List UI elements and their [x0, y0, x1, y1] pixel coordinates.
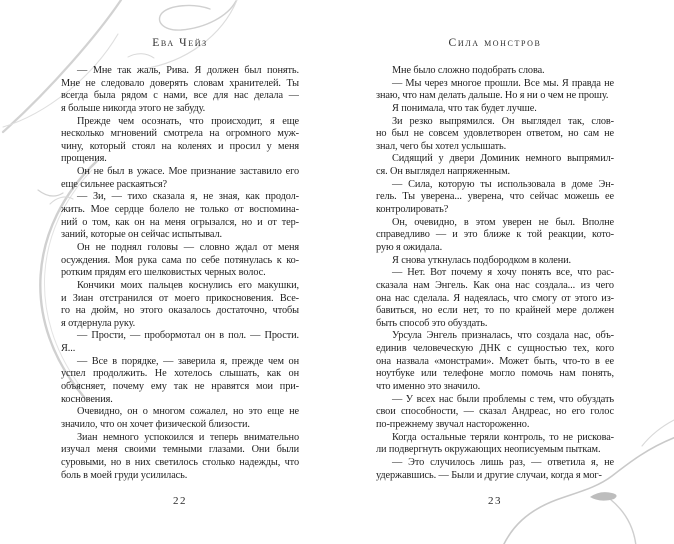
- text-line: го на дюйм, но этого оказалось достаточно, чтобы: [61, 305, 299, 317]
- text-line: — Мне так жаль, Рива. Я должен был понять.: [77, 65, 299, 76]
- text-line: Я...: [61, 343, 76, 355]
- text-line: контролировать?: [376, 204, 449, 216]
- page-left: [61, 36, 299, 507]
- text-line: чину, который стоял на коленях и просил у меня: [61, 140, 299, 152]
- text-line: но был не совсем удовлетворен ответом, но сам не: [376, 128, 614, 140]
- text-line: ний о том, как он на меня огрызался, но и от тер-: [61, 216, 299, 228]
- text-line: сказала нам Энгель. Как она нас создала... из чего: [376, 279, 614, 291]
- text-line: Прежде чем осознать, что происходит, я еще: [77, 115, 299, 127]
- running-head-author: Ева Чейз: [152, 37, 208, 49]
- page-number-right: 23: [488, 495, 502, 508]
- text-line: ротким прядям его шелковистых черных волос.: [61, 267, 266, 279]
- text-line: Когда остальные теряли контроль, то не рискова-: [392, 431, 614, 443]
- text-line: жить. Мое сердце болело не только от воспомина-: [61, 204, 299, 216]
- text-line: что именно это значило.: [376, 381, 481, 393]
- running-head-title: Сила монстров: [448, 37, 542, 49]
- page-number-left: 22: [173, 495, 187, 508]
- text-line: она назвала «монстрами». Может быть, что-то в ее: [376, 355, 614, 367]
- text-line: свои способности, — сказал Андреас, но его голос: [376, 406, 614, 418]
- text-line: быть способ это обуздать.: [376, 317, 488, 329]
- text-line: боль в моей груди усилилась.: [61, 469, 188, 481]
- text-line: всегда была рядом с нами, все для нас делала —: [61, 90, 299, 102]
- text-line: осуждения. Моя рука сама по себе потянулась к ко-: [61, 254, 299, 266]
- text-line: Он не поднял головы — словно ждал от меня: [77, 241, 299, 253]
- text-line: она нас сделала. Я надеялась, что смогу от этого из-: [376, 292, 614, 304]
- text-line: суровыми, но в них светилось столько надежды, что: [61, 456, 299, 468]
- text-line: справедливо — и это ближе к той реакции, кото-: [376, 229, 614, 241]
- text-line: еще сильнее раскаяться?: [61, 178, 167, 190]
- text-line: — Мы через многое прошли. Все мы. Я правда не: [392, 77, 614, 89]
- text-line: — Нет. Вот почему я хочу понять все, что рас-: [392, 267, 614, 279]
- text-line: Он не был в ужасе. Мое признание заставило его: [77, 166, 299, 178]
- text-line: Урсула Энгель призналась, что создала нас, объ-: [392, 330, 614, 342]
- text-line: я отдернула руку.: [61, 317, 136, 329]
- text-line: косновения.: [61, 393, 113, 405]
- text-line: Зиан немного успокоился и теперь внимательно: [77, 431, 299, 443]
- page-right-body: [376, 65, 614, 482]
- text-line: знаю, что нам делать дальше. Но я ни о чем не прошу.: [376, 90, 609, 102]
- text-line: несколько мгновений смотрела на огромного муж-: [61, 128, 299, 140]
- text-line: заний, которые он сейчас испытывал.: [61, 229, 222, 241]
- page-left-body: [61, 65, 299, 482]
- text-line: ли подвергнуть окружающих неописуемым пыткам.: [376, 444, 601, 456]
- text-line: Он, очевидно, в этом уверен не был. Вполне: [392, 216, 614, 228]
- text-line: Очевидно, он о многом сожалел, но это еще не: [77, 406, 299, 418]
- text-line: Кончики моих пальцев коснулись его макушки,: [77, 279, 299, 291]
- text-line: — Это случилось лишь раз, — ответила я, не: [392, 456, 614, 468]
- text-line: гель. Ты уверена... уверена, что сейчас можешь ее: [376, 191, 614, 203]
- text-line: Мне не следовало доверять словам хранителей. Ты: [61, 77, 299, 89]
- text-line: ноутбуке или телефоне могло помочь нам понять,: [376, 368, 614, 380]
- text-line: рую я ожидала.: [376, 241, 443, 253]
- text-line: успел продолжить. Не хотелось слышать, как он: [61, 368, 299, 380]
- text-line: изучал меня своими темными глазами. Они были: [61, 444, 299, 456]
- text-line: я больше никогда этого не забуду.: [61, 102, 206, 114]
- text-line: — Зи, — тихо сказала я, не зная, как продол-: [77, 191, 299, 203]
- page-right: [376, 36, 614, 507]
- text-line: бавиться, но если нет, то по крайней мере должен: [376, 305, 614, 317]
- text-line: — Прости, — пробормотал он в пол. — Прости.: [77, 330, 299, 342]
- text-line: объясняет, почему ему так не нравятся мои при-: [61, 381, 299, 393]
- text-line: единив человеческую ДНК с сущностью тех, кого: [376, 343, 614, 355]
- text-line: Я снова уткнулась подбородком в колени.: [392, 254, 572, 266]
- text-line: Зи резко выпрямился. Он выглядел так, слов-: [392, 115, 614, 127]
- text-line: — Сила, которую ты использовала в доме Эн-: [392, 178, 614, 190]
- text-line: — Все в порядке, — заверила я, прежде чем он: [77, 355, 299, 367]
- text-line: значило, что он хочет физической близости.: [61, 418, 250, 430]
- text-line: удержавшись. — Были и другие случаи, когда я мог-: [376, 469, 602, 481]
- text-line: Я понимала, что так будет лучше.: [392, 102, 537, 114]
- text-line: знал, чего бы хотел услышать.: [376, 140, 507, 152]
- text-line: Мне было сложно подобрать слова.: [392, 65, 545, 76]
- text-line: прощения.: [61, 153, 107, 165]
- text-line: — У всех нас были проблемы с тем, что обуздать: [392, 393, 614, 405]
- text-line: Сидящий у двери Доминик немного выпрямил-: [392, 153, 614, 165]
- text-line: и Зиан отстранился от моего прикосновения. Все-: [61, 292, 299, 304]
- text-line: по-прежнему звучал настороженно.: [376, 418, 530, 430]
- text-line: ся. Он выглядел напряженным.: [376, 166, 510, 178]
